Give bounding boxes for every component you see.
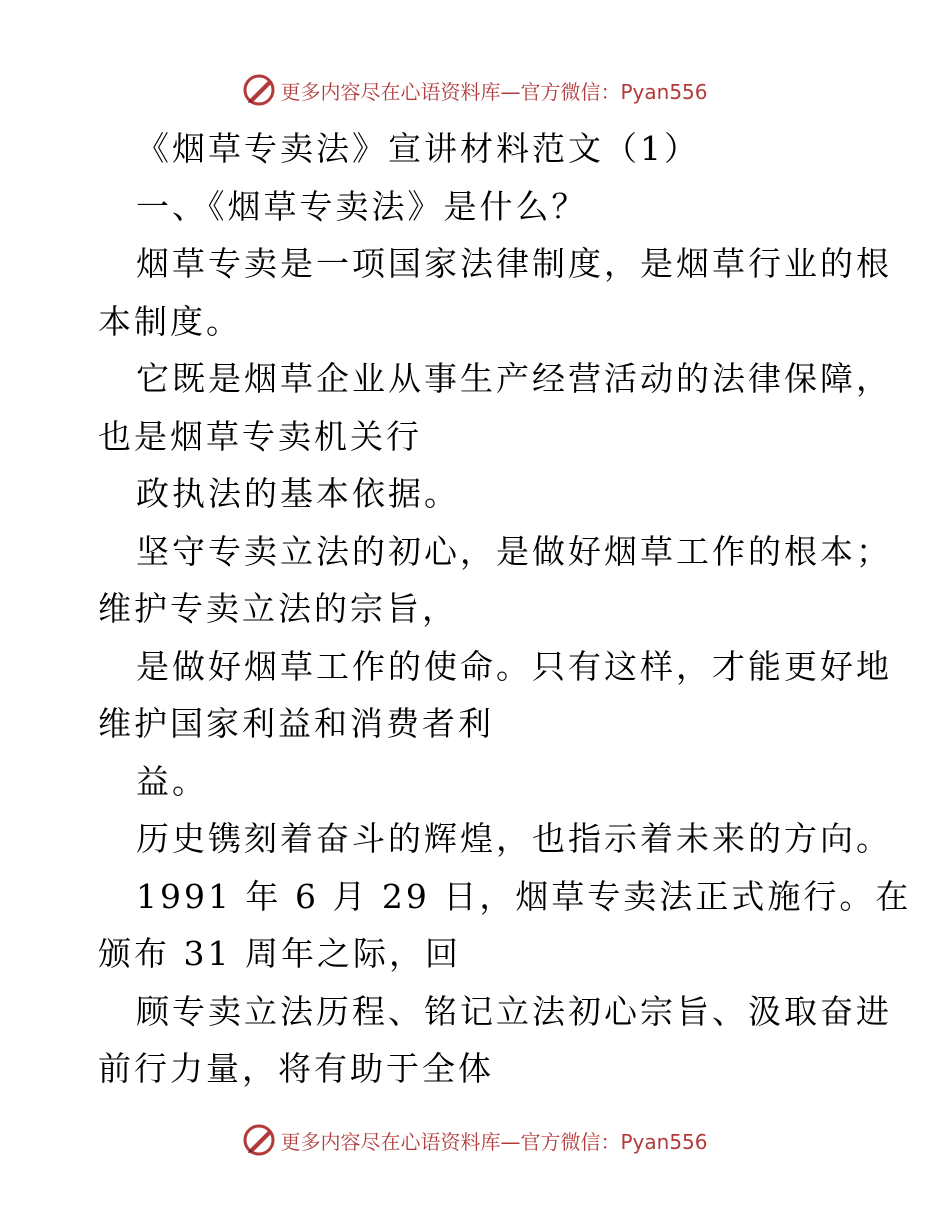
banner-text: 更多内容尽在心语资料库—官方微信：Pyan556 [280, 79, 708, 104]
text-line: 它既是烟草企业从事生产经营活动的法律保障， [136, 359, 892, 398]
text-line: 政执法的基本依据。 [136, 474, 460, 513]
text-line: 益。 [136, 761, 208, 801]
text-line: 本制度。 [98, 301, 242, 341]
text-line: 前行力量，将有助于全体 [98, 1049, 494, 1088]
banner-text: 更多内容尽在心语资料库—官方微信：Pyan556 [280, 1129, 708, 1154]
text-line: 也是烟草专卖机关行 [98, 416, 422, 456]
text-line: 一、《烟草专卖法》是什么？ [136, 186, 588, 226]
pen-logo-icon [242, 73, 276, 107]
pen-logo-icon [242, 1123, 276, 1157]
text-line: 烟草专卖是一项国家法律制度，是烟草行业的根 [136, 244, 892, 283]
text-line: 1991 年 6 月 29 日，烟草专卖法正式施行。在 [136, 876, 912, 916]
text-line: 维护国家利益和消费者利 [98, 704, 494, 743]
footer-banner [0, 1120, 950, 1160]
header-banner [0, 70, 950, 110]
text-line: 维护专卖立法的宗旨， [98, 589, 458, 628]
text-line: 历史镌刻着奋斗的辉煌，也指示着未来的方向。 [136, 819, 892, 858]
text-line: 颁布 31 周年之际，回 [98, 934, 461, 973]
text-line: 是做好烟草工作的使命。只有这样，才能更好地 [136, 646, 892, 686]
text-line: 顾专卖立法历程、铭记立法初心宗旨、汲取奋进 [136, 991, 892, 1031]
document-title: 《烟草专卖法》宣讲材料范文（1） [136, 129, 700, 168]
text-line: 坚守专卖立法的初心，是做好烟草工作的根本； [136, 531, 892, 571]
document-body [98, 120, 912, 1098]
